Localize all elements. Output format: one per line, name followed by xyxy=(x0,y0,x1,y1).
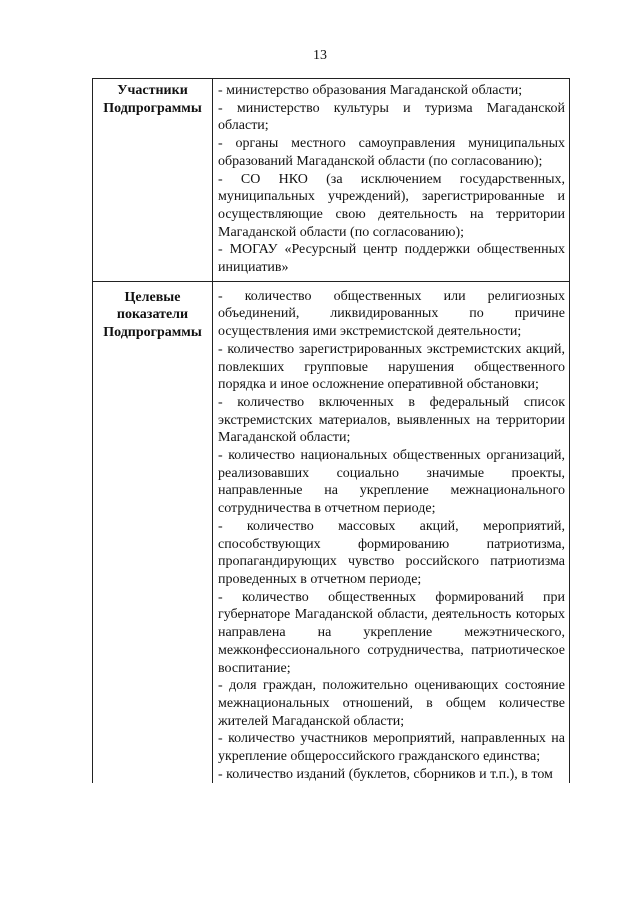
list-item: - МОГАУ «Ресурсный центр поддержки общественных инициатив» xyxy=(218,242,565,276)
table-row-participants xyxy=(93,79,570,282)
list-item: - министерство образования Магаданской области; xyxy=(218,83,523,98)
list-item: - количество изданий (буклетов, сборников и т.п.), в том xyxy=(218,766,553,782)
list-item: - количество зарегистрированных экстремистских акций, повлекших групповые нарушения общественного порядка и иное осложнение оперативной обстановки; xyxy=(218,341,565,393)
list-item: - органы местного самоуправления муниципальных образований Магаданской области (по согласованию); xyxy=(218,136,565,169)
program-table xyxy=(92,78,570,783)
row-content-indicators xyxy=(213,281,570,783)
row-header-indicators: Целевые показатели Подпрограммы xyxy=(93,281,213,783)
list-item: - количество национальных общественных организаций, реализовавших социально значимые проекты, направленные на укрепление межнационального сотрудничества в отчетном периоде; xyxy=(218,448,565,517)
list-item: - количество включенных в федеральный список экстремистских материалов, выявленных на территории Магаданской области; xyxy=(218,394,565,446)
list-item: - СО НКО (за исключением государственных, муниципальных учреждений), зарегистрированные и осуществляющие свою деятельность на территории Магаданской области (по согласованию); xyxy=(218,171,565,240)
row-header-participants: Участники Подпрограммы xyxy=(93,79,213,282)
list-item: - количество общественных формирований при губернаторе Магаданской области, деятельность которых направлена на укрепление межэтнического, межконфессионального сотрудничества, патриотическое воспитание; xyxy=(218,589,565,676)
list-item: - количество массовых акций, мероприятий, способствующих формированию патриотизма, пропагандирующих чувство российского патриотизма проведенных в отчетном периоде; xyxy=(218,518,565,587)
list-item: - министерство культуры и туризма Магаданской области; xyxy=(218,100,565,134)
table-row-indicators xyxy=(93,281,570,783)
list-item: - количество участников мероприятий, направленных на укрепление общероссийского гражданского единства; xyxy=(218,731,565,765)
page-number: 13 xyxy=(313,48,327,63)
list-item: - доля граждан, положительно оценивающих состояние межнациональных отношений, в общем количестве жителей Магаданской области; xyxy=(218,678,565,729)
list-item: - количество общественных или религиозных объединений, ликвидированных по причине осуществления ими экстремистской деятельности; xyxy=(218,288,565,340)
row-content-participants xyxy=(213,79,570,282)
